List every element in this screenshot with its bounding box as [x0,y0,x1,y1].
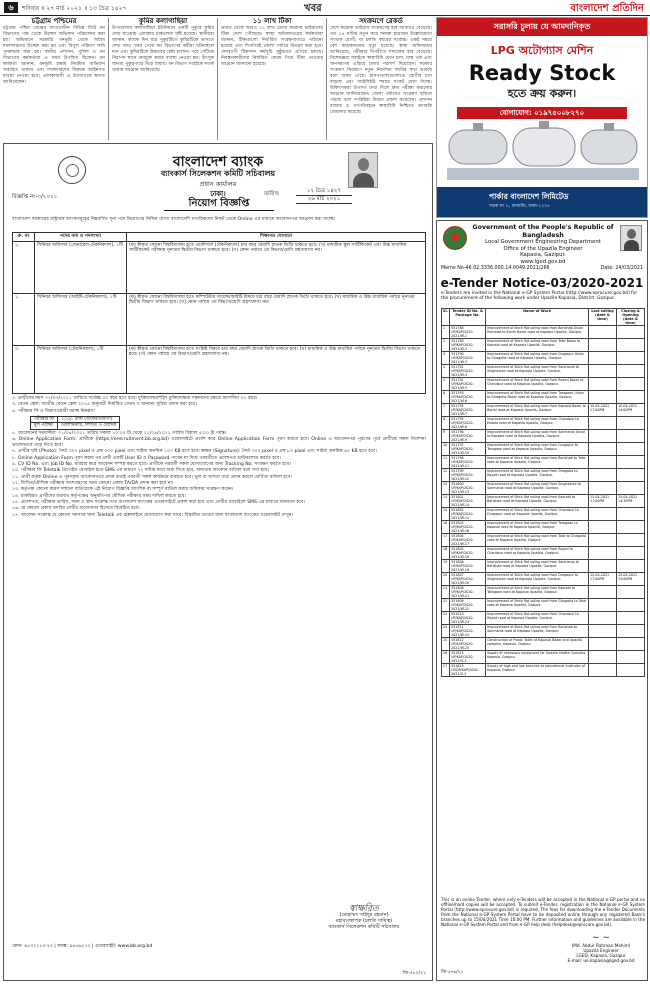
condition-item: ৩. বেতন স্কেল: জাতীয় বেতন স্কেল ২০১৫ অনুযায়ী নির্ধারিত বেতন ও অন্যান্য সুবিধা প্রদান করা হবে। [12,402,197,408]
table-cell: ১. [13,241,35,293]
table-cell: 551799 UP/KAP/2020-2021/W-12 [450,469,486,482]
table-cell: মূল পরীক্ষা [31,423,58,430]
table-cell: 25 [442,638,450,651]
table-cell [617,664,645,677]
notice-date [296,188,352,204]
table-cell [617,521,645,534]
table-cell: 15-04-2021 17:00PM [589,573,617,586]
table-cell: Improvement of Brick flat soling road from Sanmania to Singhasree road at Kapasia Upazila, Gazipur. [486,365,589,378]
instruction-item: ৬. Online Application Form: প্রার্থীকে (https://erecruitment.bb.org.bd) ওয়েবসাইটে প্রবেশ করে Online Application Form পূরণ করতে হবে। Online এ আবেদনপত্র পূরণের পূর্বে প্রার্থীকে সকল নির্দেশনা ভালোভাবে পড়ে নিতে হবে। [12,437,426,448]
table-cell: Supply of necessary equipment for Upazila Health Complex, Kapasia, Gazipur. [486,651,589,664]
table-cell: Improvement of Brick flat soling road from Sanmania to Barishab road at Kapasia Upazila, Gazipur. [486,560,589,573]
table-cell [589,352,617,365]
signer-email[interactable]: E-mail: ue.kapasia@lged.gov.bd [567,958,635,963]
section-name: খবর [304,3,322,14]
tender-intro: e-Tenders are invited in the National e-GP System Portal (http://www.eprocure.gov.bd) for the procurement of the following work under Upazila Kapasia, District: Gazipur. [441,291,638,302]
table-cell: ২০০/- টাকা (অফেরতযোগ্য) [58,416,120,423]
table-cell: Improvement of Brick flat soling road from Barishab to Sanmania road at Kapasia Upazila, Gazipur. [486,625,589,638]
tender-header [469,224,617,265]
table-cell: 22 [442,599,450,612]
table-row [442,482,645,495]
table-cell: Improvement of Brick flat soling road from Rayed to Chandpur road at Kapasia Upazila, Gazipur. [486,547,589,560]
table-cell: Improvement of Brick flat soling road from Chandpur to Durgapur road at Kapasia Upazila, Gazipur. [486,508,589,521]
table-cell: 7 [442,404,450,417]
table-cell [589,560,617,573]
table-cell: 24 [442,625,450,638]
table-cell: 12 [442,469,450,482]
table-row [442,378,645,391]
news-story-1 [0,17,108,142]
table-cell [589,625,617,638]
table-cell: Improvement of Brick flat soling road from Kaoraid to Barishab road at Kapasia Upazila, Gazipur. [486,495,589,508]
table-header-row [13,233,426,242]
table-cell [617,612,645,625]
table-cell: 27 [442,664,450,677]
table-cell: Improvement of Brick flat soling road from Toke to Ghagotia road at Kapasia Upazila, Gazipur. [486,534,589,547]
table-row [442,417,645,430]
table-cell: সিনিয়র অফিসার (জেনারেল-টেকনিক্যাল), ১টি [35,241,127,293]
table-cell [589,521,617,534]
table-cell [617,560,645,573]
table-cell [589,326,617,339]
table-cell: 551790 UP/KAP/2020-2021/W-3 [450,352,486,365]
table-cell [589,482,617,495]
signer-name: (মোহাম্মদ সাইদুর রহমান) [339,912,389,918]
table-row [13,293,426,345]
news-body: দেশে করোনা ভাইরাস সংক্রমণের হার আবারও বেড়েছে। গত ২৪ ঘণ্টায় নতুন করে শনাক্ত হয়েছেন উল্লেখযোগ্য সংখ্যক রোগী, যা চলতি বছরের সর্বোচ্চ। একই সময়ে বেশ কয়েকজনের মৃত্যু হয়েছে। স্বাস্থ্য অধিদফতর জানিয়েছে, পরীক্ষার বিপরীতে শনাক্তের হার বেড়েছে। বিশেষজ্ঞরা সবাইকে স্বাস্থ্যবিধি মেনে চলা, মাস্ক পরা এবং জনসমাগম এড়িয়ে চলার পরামর্শ দিয়েছেন। সরকার সংক্রমণ নিয়ন্ত্রণে নতুন নির্দেশনা জারির কথা ভাবছে বলে জানা গেছে। হাসপাতালগুলোতে রোগীর চাপ বাড়ছে এবং আইসিইউ শয্যার সংকট দেখা দিচ্ছে। চিকিৎসকরা উপসর্গ দেখা দিলে দ্রুত পরীক্ষা করানোর আহ্বান জানিয়েছেন। জেলা পর্যায়েও সংক্রমণ ছড়িয়ে পড়ছে বলে সংশ্লিষ্টরা উদ্বেগ প্রকাশ করেছেন। প্রশাসন বাজার ও গণপরিবহনে স্বাস্থ্যবিধি নিশ্চিতে তদারকি জোরদার করেছে। [330,26,432,115]
date-english: ২৬ মার্চ ২০২১ [296,196,352,204]
table-cell: 6 [442,391,450,404]
table-row [442,560,645,573]
table-cell: 16 [442,521,450,534]
table-cell [617,456,645,469]
table-cell: Improvement of Brick flat soling road from Tarogaon Union to Ghagotia Bazar road at Kapasia Upazila, Gazipur. [486,391,589,404]
table-row [442,664,645,677]
table-cell: Improvement of Brick flat soling road from Rayed Bazar to Chandpur road at Kapasia Upazila, Gazipur. [486,378,589,391]
table-cell: 551793 UP/KAP/2020-2021/W-6 [450,391,486,404]
date-line: শনিবার ॥ ২৭ মার্চ ২০২১ ॥ ১৩ চৈত্র ১৪২৭ [22,5,127,12]
table-cell: 551813 UP/KAP/2020-2021/G-1 [450,651,486,664]
table-cell [589,612,617,625]
table-cell: 551805 UP/KAP/2020-2021/W-18 [450,547,486,560]
table-cell: 551809 UP/KAP/2020-2021/W-22 [450,599,486,612]
table-row [442,339,645,352]
table-cell: 551792 UP/KAP/2020-2021/W-5 [450,378,486,391]
etender-notice [436,220,648,981]
table-cell: 5 [442,378,450,391]
table-cell: 14 [442,495,450,508]
table-cell [617,482,645,495]
table-cell: 551788 UP/KAP/2020-2021/W-1 [450,326,486,339]
signature-scrawl: স্বাক্ষরিত [349,904,379,914]
table-cell: Improvement of Brick flat soling road from Durgapur to Singhasree road at Kapasia Upazila, Gazipur. [486,573,589,586]
table-cell [617,508,645,521]
table-cell: Improvement of Brick flat soling road from Kapasia Bazar to Bormi road at Kapasia Upazila, Gazipur. [486,404,589,417]
tender-memo: Memo No-46.02.3336.000.14.0049.2021/266 [441,266,550,271]
table-cell: 551797 UP/KAP/2020-2021/W-10 [450,443,486,456]
header-line: Local Government Engineering Department [485,239,601,245]
table-cell: 17 [442,534,450,547]
positions-table [12,232,426,394]
table-cell: 23 [442,612,450,625]
table-cell [589,378,617,391]
table-cell [617,469,645,482]
table-cell: 15-04-2021 17:00PM [589,495,617,508]
table-cell [589,365,617,378]
table-row [442,586,645,599]
table-cell: ২. [13,293,35,345]
government-seal-icon [443,226,467,250]
table-cell: 551791 UP/KAP/2020-2021/W-4 [450,365,486,378]
table-row [442,352,645,365]
portrait-photo [620,225,642,251]
table-row [442,469,645,482]
table-cell: Improvement of Brick flat soling road from Barishab to Toke road at Kapasia Upazila, Gazipur. [486,456,589,469]
signer-name: (Md. Abdur Rahman Mohim) [571,943,631,948]
table-cell [589,651,617,664]
column-header: Closing & Opening (date & time) [617,309,645,326]
masthead [0,0,650,16]
table-cell: Construction of Public Toilet at Kapasia Bazar and Upazila complex, Kapasia, Gazipur. [486,638,589,651]
table-cell: 551811 UP/KAP/2020-2021/W-24 [450,625,486,638]
table-row [442,443,645,456]
table-cell: 551810 UP/KAP/2020-2021/W-23 [450,612,486,625]
table-cell [589,456,617,469]
table-cell [617,586,645,599]
table-cell: 9 [442,430,450,443]
table-cell [617,443,645,456]
table-cell: 551814 UGDP/KAP/2020-2021/G-2 [450,664,486,677]
table-cell: 551794 UP/KAP/2020-2021/W-7 [450,404,486,417]
tender-title: e-Tender Notice-03/2020-2021 [440,276,644,290]
news-body: উপজেলার কলাগাছিয়া ইউনিয়নে একটি পুকুরে কুমির দেখা যাওয়ায় এলাকায় চাঞ্চল্যের সৃষ্টি হয়েছে। স্থানীয়রা জানান, কয়েক দিন ধরে পুকুরটিতে কুমিরটিকে ভাসতে দেখা যায়। খবর পেয়ে বন বিভাগের কর্মীরা ঘটনাস্থলে যান এবং কুমিরটিকে উদ্ধারের চেষ্টা চালান। পরে সেটিকে নিরাপদ স্থানে অবমুক্ত করার ব্যবস্থা নেওয়া হয়। উৎসুক জনতা পুকুরপাড়ে ভিড় জমায়। বন বিভাগ সবাইকে সতর্ক থাকার আহ্বান জানিয়েছে। [112,26,214,73]
table-cell [589,391,617,404]
table-cell: Improvement of Brick flat soling road from Durgapur to Tarogaon road at Kapasia Upazila, Gazipur. [486,443,589,456]
table-cell [617,365,645,378]
instruction-item: ১৭. আবেদন সংক্রান্ত যে কোনো সমস্যার জন্য Teletalk এর হেল্পলাইনে যোগাযোগ করা যাবে। বিস্তারিত তথ্যের জন্য বাংলাদেশ ব্যাংকের ওয়েবসাইট দেখুন। [12,512,294,518]
instruction-item: ৭. প্রার্থীর ছবি (Photo): দৈর্ঘ্য ৩০০ pixel ও প্রস্থ ৩০০ pixel এবং সাইজ অনধিক ১০০ KB হতে হবে। স্বাক্ষর (Signature): দৈর্ঘ্য ৩০০ pixel ও প্রস্থ ৮০ pixel এবং সাইজ অনধিক ৬০ KB হতে হবে। [12,449,377,455]
table-cell [617,378,645,391]
news-headline: সংক্রমণে রেকর্ড [359,17,403,25]
table-row [442,456,645,469]
table-cell: Improvement of Brick flat soling road from Singhasree to Sanmania road at Kapasia Upazila, Gazipur. [486,482,589,495]
table-cell [589,638,617,651]
instruction-item: ১৬. যে কোনো প্রকার তদবির প্রার্থীর অযোগ্যতা হিসেবে বিবেচিত হবে। [12,506,140,512]
table-cell: (ক) স্বীকৃত কোনো বিশ্ববিদ্যালয় হতে প্রকৌশলে (টেকনিক্যাল) চার বছর মেয়াদি স্নাতক ডিগ্রি থাকতে হবে। (খ) মাধ্যমিক স্কুল সার্টিফিকেট এবং উচ্চ মাধ্যমিক সার্টিফিকেট পরীক্ষায় নূন্যতম দ্বিতীয় বিভাগ থাকতে হবে। (গ) কোন পর্যায়ে ৩য় বিভাগ/শ্রেণি গ্রহণযোগ্য নয়। [127,241,426,293]
table-row [442,391,645,404]
table-cell [589,534,617,547]
column-header: ক্র. নং [13,233,35,242]
tender-table [441,308,645,677]
instruction-item: ১৪. চাকরিরত প্রার্থীদের যথাযথ কর্তৃপক্ষের অনুমতিপত্র মৌখিক পরীক্ষার সময় দাখিল করতে হবে। [12,493,187,499]
table-cell: Improvement of Brick flat soling road from Durgapur Union to Ghagotia road at Kapasia Upazila, Gazipur. [486,352,589,365]
table-cell: 10 [442,443,450,456]
signature-scrawl: ~ ~ [592,933,610,943]
ad-phone: যোগাযোগ: ০১৯৭৫০০৮২৭০ [457,107,627,119]
table-cell: Improvement of Brick flat soling road from Chandpur to Rayed road at Kapasia Upazila, Gazipur. [486,612,589,625]
column-header: Name of Work [486,309,589,326]
column-header: Last selling (date & time) [589,309,617,326]
table-cell: 551800 UP/KAP/2020-2021/W-13 [450,482,486,495]
table-row [442,625,645,638]
table-row [442,547,645,560]
table-cell: Improvement of Brick flat soling road from Tarogaon to Kapasia road at Kapasia Upazila, Gazipur. [486,521,589,534]
newspaper-brand: বাংলাদেশ প্রতিদিন [570,3,644,14]
table-cell: 11 [442,456,450,469]
table-cell: 551801 UP/KAP/2020-2021/W-14 [450,495,486,508]
notice-footer: ফোন: ৯৫৩০১১৩-২৩ | ফ্যাক্স: ৯৫৬৬২১২ | ওয়েবসাইট: www.bb.org.bd [12,944,153,949]
instruction-item: ১৩. কর্তৃপক্ষ কোনো কারণ দর্শানো ব্যতিরেকে এই নিয়োগ বিজ্ঞপ্তি আংশিক বা সম্পূর্ণ বাতিল করার অধিকার সংরক্ষণ করেন। [12,487,234,493]
notice-title: বাংলাদেশ ব্যাংক [172,154,264,170]
table-cell: 551802 UP/KAP/2020-2021/W-15 [450,508,486,521]
notice-heading: নিয়োগ বিজ্ঞপ্তি [164,198,274,211]
table-cell: 551795 UP/KAP/2020-2021/W-8 [450,417,486,430]
table-cell: 15-04-2021 17:00PM [589,404,617,417]
table-cell: Improvement of Brick flat soling road from Ghagotia to Toke road at Kapasia Upazila, Gazipur. [486,599,589,612]
table-cell: Improvement of Brick flat soling road from Toke Bazar to Kaoraid road at Kapasia Upazila, Gazipur. [486,339,589,352]
company-address: সড়ক নং ৮, ধানমন্ডি, ঢাকা-১২০৫ [489,204,550,209]
ad-code: জি-৫৭৬/২১ [441,970,464,975]
table-cell: 551789 UP/KAP/2020-2021/W-2 [450,339,486,352]
condition-item: ২. প্রার্থীদের বয়স ০১/০৩/২০২১ তারিখে সর্বোচ্চ ৩০ বছর হতে হবে। মুক্তিযোদ্ধা/শহিদ মুক্তিযোদ্ধার সন্তানদের ক্ষেত্রে বয়সসীমা ৩২ বছর। [12,396,258,401]
instruction-item: ৮. Online Application Form পূরণ করার পর প্রার্থী একটি User ID ও Password পাবেন যা দিয়ে পরবর্তীতে প্রবেশপত্র ডাউনলোড করতে হবে। [12,455,281,461]
table-cell: প্রিলিমিনারি, লিখিত ও মৌখিক [58,423,120,430]
table-cell: Improvement of Brick flat soling road from Sanmania Union to Kapasia road at Kapasia Upazila, Gazipur. [486,430,589,443]
table-cell: সিনিয়র অফিসার (আইটি-টেকনিক্যাল), ১টি [35,293,127,345]
table-row [13,345,426,393]
table-row [442,495,645,508]
news-body: চট্টগ্রাম পশ্চিম রেঞ্জের আওতাধীন বিভিন্ন বিটে বন বিভাগের পক্ষ থেকে উচ্ছেদ অভিযান পরিচালনা করা হয়। অভিযানে সরকারি বনভূমি থেকে অবৈধ দখলদারদের উচ্ছেদ করা হয় এবং বিপুল পরিমাণ জমি পুনরুদ্ধার করা হয়। স্থানীয় প্রশাসন, পুলিশ ও বন বিভাগের কর্মকর্তারা এ সময় উপস্থিত ছিলেন। বন কর্মকর্তা জানান, বনভূমি রক্ষায় নিয়মিত অভিযান অব্যাহত থাকবে এবং দখলদারদের বিরুদ্ধে আইনগত ব্যবস্থা নেওয়া হবে। এলাকাবাসী এ উদ্যোগকে স্বাগত জানিয়েছেন। [3,26,105,85]
column-header: Sl. [442,309,450,326]
table-cell: 551807 UP/KAP/2020-2021/W-20 [450,573,486,586]
table-row [442,599,645,612]
table-cell: সিনিয়র অফিসার (টেকনিক্যাল), ১টি [35,345,127,393]
fee-table [30,416,120,430]
column-header: Tender ID No. & Package No. [450,309,486,326]
signer-office: LGED, Kapasia, Gazipur [576,953,626,958]
notice-city: ঢাকা। [210,190,226,198]
table-cell: 551812 UP/KAP/2020-2021/W-25 [450,638,486,651]
table-cell [617,547,645,560]
table-cell [617,534,645,547]
table-cell [617,625,645,638]
table-cell: 551798 UP/KAP/2020-2021/W-11 [450,456,486,469]
table-cell: 20 [442,573,450,586]
table-cell [589,664,617,677]
table-cell: 15 [442,508,450,521]
table-cell [589,430,617,443]
news-story-4 [327,17,435,142]
tender-rows [442,326,645,677]
table-cell: 4 [442,365,450,378]
table-cell [589,508,617,521]
column-header: পদের নাম ও পদসংখ্যা [35,233,127,242]
table-cell [589,599,617,612]
lpg-advertisement[interactable] [436,17,648,218]
table-cell: 18 [442,547,450,560]
table-cell: 15-04-2021 14:30PM [617,495,645,508]
table-row [442,508,645,521]
table-row [442,573,645,586]
table-cell: 13 [442,482,450,495]
tender-signature [557,933,645,963]
signer-title: মহাব্যবস্থাপক (চলতি দায়িত্ব) [335,918,393,924]
news-story-3 [218,17,326,142]
news-headline: ১১ লাখ টিকা [252,17,292,25]
table-cell: 3 [442,352,450,365]
table-cell: 551804 UP/KAP/2020-2021/W-17 [450,534,486,547]
table-cell [617,326,645,339]
table-cell: 21 [442,586,450,599]
tender-date: Date: 24/03/2021 [600,266,643,271]
table-cell [617,417,645,430]
ad-slogan: Ready Stock [468,61,616,85]
ad-product: LPG অটোগ্যাস মেশিন [490,44,594,57]
table-row [13,241,426,293]
ad-headline: সরাসরি চুলায় যে আমদানিকৃত [437,18,647,36]
table-cell: 2 [442,339,450,352]
news-headline: কুমির কলাগাছিয়া [138,17,188,25]
ad-subline: হতে ক্রয় করুন। [507,87,577,100]
table-cell [617,651,645,664]
table-cell: পরীক্ষার ফি [31,416,58,423]
news-story-2 [109,17,217,142]
table-cell [617,339,645,352]
table-row [31,416,120,423]
tender-footer: This is an online Tender, where only e-Tenders will be accepted in the National e-GP portal and no offline/hard copies will be accepted. To submit e-Tender, registration in the National e-GP System Portal (http://www.eprocure.gov.bd) is required. The fees for downloading the e-Tender Documents from the National e-GP System Portal have to be deposited online through any registered Bank's branches up to 15/04/2021 Time 16:00 PM. Further information and guidelines are available in the National e-GP System Portal and from e-GP help desk (helpdesk@eprocure.gov.bd). [441,897,645,927]
table-cell [589,443,617,456]
header-line: Kapasia, Gazipur. [520,252,566,258]
table-cell [617,352,645,365]
table-cell [617,599,645,612]
table-cell [617,430,645,443]
condition-item: ৪. পরীক্ষার ফি ও বিভাগওয়ারী বরাদ্দ নিম্নরূপ: [12,408,96,414]
date-bangla: ১২ চৈত্র ১৪২৭ [296,188,352,196]
notice-memo: বিজ্ঞপ্তি নং-৩/২০২১ [12,194,58,200]
notice-subtitle: ব্যাংকার্স সিলেকশন কমিটি সচিবালয় [160,169,276,178]
table-cell [589,469,617,482]
table-cell: Improvement of Brick flat soling road from Kaoraid to Tarogaon road at Kapasia Upazila, Gazipur. [486,586,589,599]
page-number: ৬ [4,2,18,13]
table-cell: 551808 UP/KAP/2020-2021/W-21 [450,586,486,599]
header-line: Government of the People's Republic of Bangladesh [472,224,614,239]
table-cell: Improvement of Brick flat soling road from Barishab Union Parishad to Karim Bazar road at Kapasia Upazila, Gazipur. [486,326,589,339]
gas-tank-illustration [447,120,639,182]
table-cell: 1 [442,326,450,339]
table-cell: (ক) স্বীকৃত কোনো বিশ্ববিদ্যালয় হতে কম্পিউটার সায়েন্স/আইটি বিষয়ে চার বছর মেয়াদি স্নাতক ডিগ্রি থাকতে হবে। (খ) মাধ্যমিক ও উচ্চ মাধ্যমিক পর্যায়ে নূন্যতম দ্বিতীয় বিভাগ থাকতে হবে। (গ) কোন পর্যায়ে ৩য় বিভাগ/শ্রেণি গ্রহণযোগ্য নয়। [127,293,426,345]
news-headline: চট্টগ্রাম পশ্চিমের [31,17,77,25]
table-row [31,423,120,430]
table-cell [589,586,617,599]
table-cell: 551806 UP/KAP/2020-2021/W-19 [450,560,486,573]
signer-title: Upazila Engineer [583,948,619,953]
instruction-item: ১৫. প্রবেশপত্র, পরীক্ষার তারিখ, সময় ও স্থান সংক্রান্ত তথ্য বাংলাদেশ ব্যাংকের ওয়েবসাইটে প্রকাশ করা হবে এবং প্রার্থীর মোবাইলে SMS এর মাধ্যমে জানানো হবে। [12,500,305,505]
notice-body [12,396,426,519]
bank-recruitment-notice [3,143,433,981]
table-row [442,521,645,534]
table-cell: ৩. [13,345,35,393]
instruction-item: ৯. CV ID No. এবং Job ID No. ব্যবহার করে আবেদন সম্পন্ন করতে হবে। প্রার্থীকে পরবর্তী সকল যোগাযোগের জন্য Tracking No. সংরক্ষণ করতে হবে। [12,461,291,467]
table-row [442,365,645,378]
table-cell [589,339,617,352]
instruction-item: ১২. লিখিত/মৌখিক পরীক্ষায় অংশগ্রহণের জন্য কোনো প্রকার TA/DA প্রদান করা হবে না। [12,480,174,486]
signer-office: ব্যাংকার্স সিলেকশন কমিটি সচিবালয় [328,924,400,930]
date-label: তারিখ: [264,191,280,197]
table-row [442,404,645,417]
table-row [442,651,645,664]
notice-intro: বাংলাদেশ সরকারের রাষ্ট্রায়ত্ত ব্যাংকসমূহের নিম্নবর্ণিত শূন্য পদে নিয়োগের নিমিত্ত যোগ্য বাংলাদেশি নাগরিকদের নিকট থেকে Online এর মাধ্যমে আবেদনপত্র আহ্বান করা যাচ্ছে। [12,217,336,222]
table-cell: Improvement of Brick flat soling road from Chandpur to Ekdala road at Kapasia Upazila, Gazipur. [486,417,589,430]
table-cell: 551796 UP/KAP/2020-2021/W-9 [450,430,486,443]
table-cell: (ক) স্বীকৃত কোনো বিশ্ববিদ্যালয় হতে সংশ্লিষ্ট বিষয়ে চার বছর মেয়াদি স্নাতক ডিগ্রি থাকতে হবে। (খ) মাধ্যমিক ও উচ্চ মাধ্যমিক পর্যায়ে নূন্যতম দ্বিতীয় বিভাগ থাকতে হবে। (গ) কোন পর্যায়ে ৩য় বিভাগ/শ্রেণি গ্রহণযোগ্য নয়। [127,345,426,393]
table-cell: 15-04-2021 15:00PM [617,573,645,586]
ad-footer [437,187,647,217]
column-header: শিক্ষাগত যোগ্যতা [127,233,426,242]
table-cell [589,547,617,560]
notice-signature [304,906,424,930]
instruction-item: ৫. আবেদনের সময়সীমা: ০১/০৪/২০২১ তারিখ সকাল ১০:০০ টা থেকে ২২/০৪/২০২১ তারিখ বিকাল ৫:০০ টা পর্যন্ত। [12,430,227,436]
instruction-item: ১১. প্রার্থী কর্তৃক Online এ পূরণকৃত আবেদনপত্রে প্রদত্ত তথ্যই পরবর্তী সকল কার্যক্রমে ব্যবহৃত হবে। ভুল বা অসত্য তথ্য প্রদান করলে প্রার্থিতা বাতিল হবে। [12,474,292,480]
table-cell [617,391,645,404]
ad-code: জি-৫৮০/২১ [402,971,426,976]
table-cell: Improvement of Brick flat soling road from Ghagotia to Rayed road at Kapasia Upazila, Gazipur. [486,469,589,482]
table-row [442,326,645,339]
table-cell: 8 [442,417,450,430]
notice-office: প্রধান কার্যালয় [199,180,237,188]
table-cell: Supply of high and low benches at educational institutes of Kapasia, Gazipur. [486,664,589,677]
table-cell: 26 [442,651,450,664]
table-cell [589,417,617,430]
company-name: পার্কার বাংলাদেশ লিমিটেড [489,192,569,201]
table-header-row [442,309,645,326]
header-line: Office of the Upazila Engineer [503,245,583,252]
instruction-item: ১০. পরীক্ষার ফি Teletalk প্রিপেইড মোবাইল হতে SMS এর মাধ্যমে ৭২ ঘণ্টার মধ্যে জমা দিতে হবে, অন্যথায় আবেদন বাতিল বলে গণ্য হবে। [12,468,269,474]
table-cell: 15-04-2021 14:00PM [617,404,645,417]
table-row [442,638,645,651]
table-cell: 551803 UP/KAP/2020-2021/W-16 [450,521,486,534]
table-row [442,534,645,547]
news-body: ভারত থেকে আরও ১১ লাখ ডোজ করোনা ভাইরাসের টিকা দেশে পৌঁছেছে। স্বাস্থ্য অধিদফতরের কর্মকর্তারা জানান, টিকাগুলো নির্ধারিত সংরক্ষণাগারে পাঠানো হয়েছে এবং শিগগিরই জেলা পর্যায়ে বিতরণ করা হবে। দেশব্যাপী টিকাদান কর্মসূচি সুষ্ঠুভাবে এগিয়ে চলছে। নিবন্ধনকারীদের নির্ধারিত কেন্দ্রে গিয়ে টিকা নেওয়ার আহ্বান জানানো হয়েছে। [221,26,323,67]
table-cell: 19 [442,560,450,573]
table-cell [617,638,645,651]
website-link[interactable]: www.lged.gov.bd [520,258,566,265]
table-row [442,430,645,443]
table-row [442,612,645,625]
